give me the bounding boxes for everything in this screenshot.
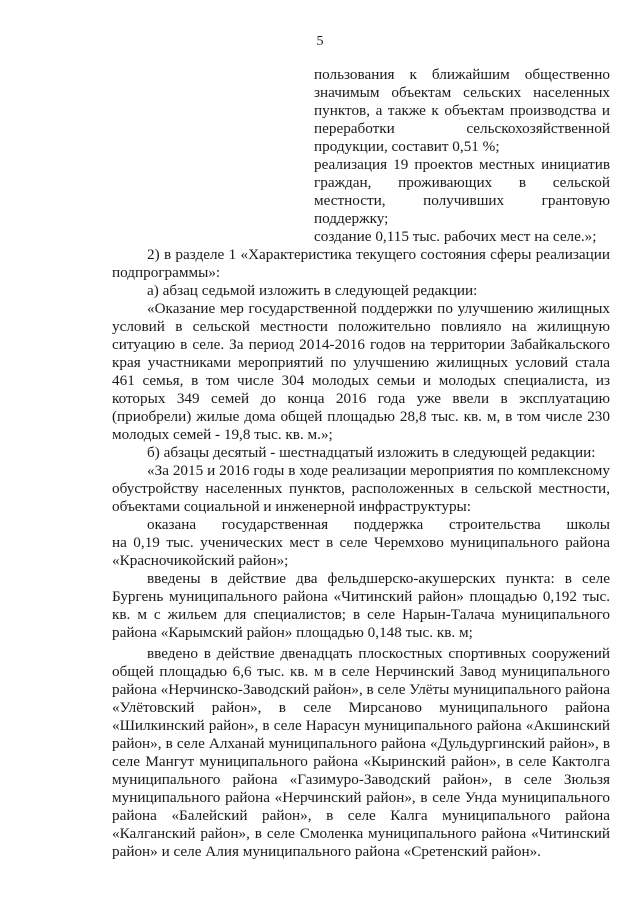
text-line: б) абзацы десятый - шестнадцатый изложить в следующей редакции: [147,444,596,461]
text-line: ситуацию в селе. За период 2014-2016 годов на территории Забайкальского [112,336,610,353]
text-line: района «Балейский район», в селе Калга муниципального района [112,807,610,824]
text-line: «Красночикойский район»; [112,552,289,569]
text-line: района «Карымский район» площадью 0,148 тыс. кв. м; [112,624,473,641]
text-line: реализация 19 проектов местных инициатив [314,156,610,173]
text-line: «Оказание мер государственной поддержки по улучшению жилищных [147,300,610,317]
text-line: селе Мангут муниципального района «Кыринский район», в селе Кактолга [112,753,610,770]
text-line: кв. м с жильем для специалистов; в селе Нарын-Талача муниципального [112,606,610,623]
text-line: район» и селе Алия муниципального района «Сретенский район». [112,843,541,860]
text-line: (приобрели) жилые дома общей площадью 28,8 тыс. кв. м, в том числе 230 [112,408,610,425]
page-number: 5 [316,34,324,49]
text-line: обустройству населенных пунктов, расположенных в сельской местности, [112,480,610,497]
text-line: района «Нерчинско-Заводский район», в селе Улёты муниципального района [112,681,610,698]
text-line: 2) в разделе 1 «Характеристика текущего состояния сферы реализации [147,246,610,263]
text-line: «Улётовский район», в селе Мирсаново муниципального района [112,699,610,716]
text-line: создание 0,115 тыс. рабочих мест на селе.»; [314,228,597,245]
text-line: а) абзац седьмой изложить в следующей редакции: [147,282,478,299]
text-line: продукции, составит 0,51 %; [314,138,500,155]
text-line: на 0,19 тыс. ученических мест в селе Черемхово муниципального района [112,534,610,551]
text-line: пользования к ближайшим общественно [314,66,610,83]
text-line: подпрограммы»: [112,264,221,281]
text-line: края участниками мероприятий по улучшению жилищных условий стала [112,354,610,371]
text-line: молодых семей - 19,8 тыс. кв. м.»; [112,426,333,443]
text-line: пунктов, а также к объектам производства и [314,102,610,119]
text-line: общей площадью 6,6 тыс. кв. м в селе Нерчинский Завод муниципального [112,663,610,680]
text-line: оказана государственная поддержка строительства школы [147,516,610,533]
text-line: поддержку; [314,210,389,227]
text-line: введены в действие два фельдшерско-акушерских пункта: в селе [147,570,610,587]
text-line: местности, получивших грантовую [314,192,610,209]
text-line: граждан, проживающих в сельской [314,174,610,191]
text-line: Бургень муниципального района «Читинский район» площадью 0,192 тыс. [112,588,610,605]
text-line: введено в действие двенадцать плоскостных спортивных сооружений [147,645,610,662]
text-line: условий в сельской местности положительно повлияло на жилищную [112,318,610,335]
text-line: муниципального района «Нерчинский район», в селе Унда муниципального [112,789,610,806]
text-line: «Шилкинский район», в селе Нарасун муниципального района «Акшинский [112,717,610,734]
text-line: которых 349 семей до конца 2016 года уже ввели в эксплуатацию [112,390,610,407]
text-line: значимым объектам сельских населенных [314,84,610,101]
text-line: «За 2015 и 2016 годы в ходе реализации мероприятия по комплексному [147,462,610,479]
text-line: объектами социальной и инженерной инфраструктуры: [112,498,471,515]
text-line: район», в селе Алханай муниципального района «Дульдургинский район», в [112,735,610,752]
text-line: «Калганский район», в селе Смоленка муниципального района «Читинский [112,825,610,842]
text-line: 461 семья, в том числе 304 молодых семьи и молодых специалиста, из [112,372,610,389]
text-line: переработки сельскохозяйственной [314,120,610,137]
text-line: муниципального района «Газимуро-Заводский район», в селе Зюльзя [112,771,610,788]
